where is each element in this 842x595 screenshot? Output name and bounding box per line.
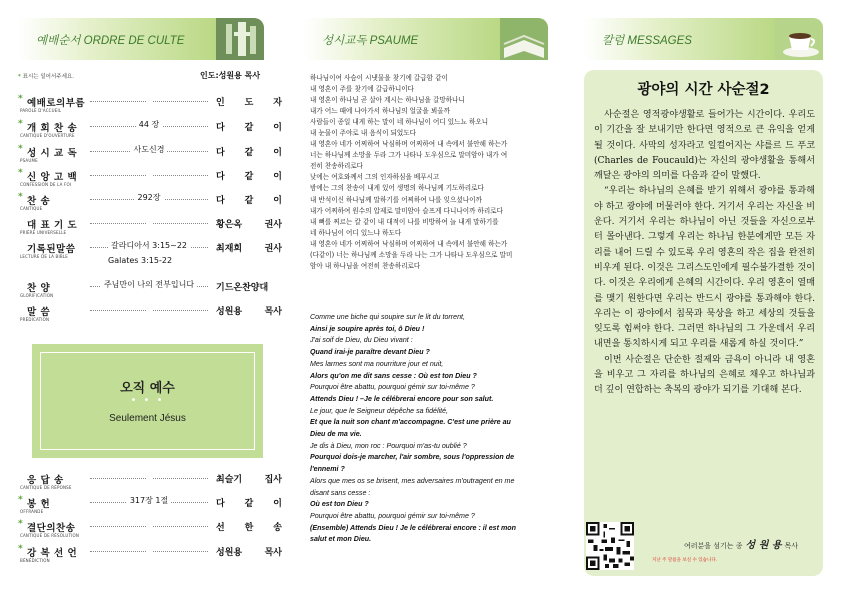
order-item-subtitle: PRIÈRE UNIVERSELLE (20, 230, 67, 235)
order-row (18, 519, 282, 542)
message-header (584, 18, 823, 60)
psalm-french-line: Ainsi je soupire après toi, ô Dieu ! (310, 324, 425, 333)
order-item-title: 봉 헌 (27, 499, 51, 510)
pastor-signature: 성 원 용 (745, 540, 782, 551)
church-window-icon (216, 18, 264, 60)
order-item-person: 인 도 자 (216, 98, 282, 108)
order-item-subtitle: CANTIQUE (20, 206, 43, 211)
message-paragraph: “우리는 하나님의 은혜를 받기 위해서 광야를 통과해야 하고 광야에 머물러야 한다. 거기서 우리는 자신을 비운다. 거기서 우리는 하나님이 아닌 것들을 자신으로부터 몰아낸다. 그렇게 우리는 하나님 한분에게만 모든 자리를 내어 드릴 수 있도록 우리 영혼의 작은 집을 완전히 비우게 된다. 이것은 그리스도인에게 필수불가결한 것이다. 이것은 우리에게 은혜의 시간이다. 우리 영혼이 열매를 맺기 원한다면 우리는 반드시 광야를 통과해야 한다. 우리는 이 광야에서 침묵과 묵상을 하고 세상의 것들을 잊도록 힘써야 한다. 그러면 하나님의 그 가운데서 우리 내면을 통치하시게 되고 우리를 새롭게 하실 것이다.” (594, 186, 815, 350)
coffee-cup-icon (775, 18, 823, 60)
signature-line: 여러분을 섬기는 종 성 원 용 목사 (684, 540, 799, 551)
qr-code[interactable] (586, 522, 634, 570)
message-box (584, 70, 823, 576)
psalm-french-line: Mes larmes sont ma nourriture jour et nuit, (310, 359, 444, 368)
only-jesus-box (32, 344, 263, 458)
psalm-french-line: Alors qu'on me dit sans cesse : Où est ton Dieu ? (310, 371, 477, 380)
only-jesus-french: Seulement Jésus (109, 413, 186, 424)
order-row (18, 472, 282, 494)
message-header-title: 칼럼 MESSAGES (602, 35, 692, 47)
psalm-korean-line: 내가 어찌하여 원수의 압제로 말미암아 슬프게 다니나이까 하리로다 (310, 206, 504, 215)
order-item-person: 성원용 목사 (216, 548, 282, 558)
order-item-detail: 갈라디아서 3:15~22 (90, 240, 208, 251)
psalm-french-line: Pourquoi être abattu, pourquoi gémir sur toi-même ? (310, 383, 475, 392)
order-item-detail: 292장 (90, 192, 208, 203)
psalm-french-line: salut et mon Dieu. (310, 535, 372, 544)
leader-label: 인도:성원용 목사 (200, 71, 261, 80)
psalm-korean-line: 내 영혼이 주를 찾기에 갈급하니이다 (310, 85, 414, 94)
stand-marker: * (18, 544, 23, 554)
psalm-french-line: Quand irai-je paraître devant Dieu ? (310, 348, 430, 357)
qr-note: 지난 주 말씀을 보실 수 있습니다. (652, 558, 718, 563)
psalm-korean-text (310, 73, 552, 272)
stand-marker: * (18, 94, 23, 104)
psalm-korean-line: 네 하나님이 어디 있느냐 하도다 (310, 228, 402, 237)
psalm-korean-line: 전히 찬송하리로다 (310, 162, 364, 171)
order-item-title: 성 시 교 독 (27, 148, 78, 159)
order-row (18, 168, 282, 191)
psalm-french-line: disant sans cesse : (310, 488, 371, 497)
stand-marker: * (18, 144, 23, 154)
message-body (594, 108, 815, 399)
psalm-french-line: (Ensemble) Attends Dieu ! Je le célébrerai encore : il est mon (310, 523, 516, 532)
order-item-person: 다 같 이 (216, 123, 282, 133)
order-item-title: 강 복 선 언 (27, 548, 78, 559)
order-item-title: 개 회 찬 송 (27, 123, 78, 134)
order-item-title: 찬 양 (27, 283, 51, 294)
psalm-korean-line: 너는 하나님께 소망을 두라 그가 나타나 도우심으로 말미암아 내가 여 (310, 151, 508, 160)
order-item-person: 최재희 권사 (216, 244, 282, 254)
psalm-korean-line: 내 영혼아 네가 어찌하여 낙심하며 어찌하여 내 속에서 불안해 하는가 (310, 140, 508, 149)
order-item-subtitle: GLORIFICATION (20, 293, 54, 298)
psalm-french-line: Je dis à Dieu, mon roc : Pourquoi m'as-tu oublié ? (310, 441, 467, 450)
only-jesus-frame (40, 352, 255, 450)
psalm-french-line: l'ennemi ? (310, 465, 345, 474)
psalm-french-line: Et que la nuit son chant m'accompagne. C'est une prière au (310, 418, 511, 427)
psalm-korean-line: 내 눈물이 주야로 내 음식이 되었도다 (310, 129, 417, 138)
psalm-french-line: Comme une biche qui soupire sur le lit du torrent, (310, 313, 465, 321)
order-row (18, 119, 282, 142)
order-item-detail: 주님만이 나의 전부입니다 (90, 279, 208, 290)
order-row (18, 280, 269, 302)
message-paragraph: 이번 사순절은 단순한 절제와 금욕이 아니라 내 영혼을 비우고 그 자리를 하나님의 은혜로 채우고 하나님과 더 깊이 연합하는 축복의 광야가 되기를 기대해 본다. (594, 354, 815, 396)
order-item-title: 찬 송 (27, 196, 51, 207)
order-row (18, 544, 282, 567)
order-item-subtitle: OFFRANDE (20, 509, 44, 514)
order-header (18, 18, 264, 60)
stand-marker: * (18, 495, 23, 505)
order-item-person: 선 한 송 (216, 523, 282, 533)
psalm-korean-line: 내 영혼아 네가 어찌하여 낙심하며 어찌하여 내 속에서 불안해 하는가 (310, 239, 508, 248)
order-item-title: 신 앙 고 백 (27, 172, 78, 183)
order-item-subtitle: LECTURE DE LA BIBLE (20, 254, 68, 259)
psalm-korean-line: 내가 어느 때에 나아가서 하나님의 얼굴을 뵈올까 (310, 107, 450, 116)
order-item-person: 다 같 이 (216, 148, 282, 158)
order-item-detail (90, 471, 208, 480)
psalm-french-line: Attends Dieu ! –Je le célébrerai encore pour son salut. (310, 394, 494, 403)
order-row (18, 144, 282, 167)
order-item-person: 다 같 이 (216, 196, 282, 206)
psalm-korean-line: 내 영혼이 하나님 곧 살아 계시는 하나님을 갈망하나니 (310, 96, 465, 105)
order-column (18, 18, 264, 60)
order-item-subtitle: CANTIQUE DE RÉSOLUTION (20, 533, 80, 538)
psalm-korean-line: 내 뼈를 찌르는 칼 같이 내 대적이 나를 비방하여 늘 내게 말하기를 (310, 217, 499, 226)
order-item-detail (90, 519, 208, 528)
stand-marker: * (18, 119, 23, 129)
message-paragraph: 사순절은 영적광야생활로 들어가는 시간이다. 우리도 이 기간을 잘 보내기만 한다면 영적으로 큰 유익을 얻게 될 것이다. 사막의 성자라고 일컬어지는 샤를르 드 푸코(Charles de Foucauld)는 자신의 광야생활을 통해서 깨달은 광야의 의미를 다음과 같이 말했다. (594, 110, 815, 182)
order-item-detail (90, 168, 208, 177)
psalm-korean-line: 암아 내 하나님을 여전히 찬송하리로다 (310, 261, 421, 270)
order-item-title: 결단의찬송 (27, 523, 76, 534)
psalm-french-line: Pourquoi dois-je marcher, l'air sombre, sous l'oppression de (310, 453, 515, 462)
order-item-subtitle: CONFESSION DE LA FOI (20, 182, 72, 187)
open-book-icon (500, 18, 548, 60)
order-item-detail: 44 장 (90, 119, 208, 130)
order-item-detail: 사도신경 (90, 144, 208, 155)
psalm-korean-line: 사람들이 종일 내게 하는 말이 네 하나님이 어디 있느뇨 하오니 (310, 118, 489, 127)
psalm-korean-line: 밤에는 그의 찬송이 내게 있어 생명의 하나님께 기도하리로다 (310, 184, 484, 193)
order-item-title: 예배로의부름 (27, 98, 86, 109)
stand-marker: * (18, 519, 23, 529)
order-item-person: 다 같 이 (216, 172, 282, 182)
order-item-person: 기드온찬양대 (216, 283, 269, 293)
order-item-person: 최슬기 집사 (216, 475, 282, 485)
message-title: 광야의 시간 사순절2 (637, 82, 770, 98)
order-row (18, 192, 282, 215)
order-item-subtitle: PAROLE D'ACCUEIL (20, 108, 62, 113)
order-item-subtitle: CANTIQUE D'OUVERTURE (20, 133, 75, 138)
order-row (18, 94, 282, 117)
scripture-french-ref: Galates 3:15-22 (108, 256, 173, 265)
psalm-korean-line: 낮에는 여호와께서 그의 인자하심을 베푸시고 (310, 173, 440, 182)
order-item-detail (90, 216, 208, 225)
order-item-subtitle: BÉNÉDICTION (20, 558, 50, 563)
order-item-title: 대 표 기 도 (27, 220, 78, 231)
psalm-french-line: Dieu de ma vie. (310, 430, 362, 439)
stand-marker: * (18, 192, 23, 202)
psalm-french-line: Le jour, que le Seigneur dépêche sa fidélité, (310, 406, 449, 415)
message-column (584, 18, 823, 60)
order-item-subtitle: PRÉDICATION (20, 317, 50, 322)
psalm-column (304, 18, 548, 60)
order-item-subtitle: CANTIQUE DE RÉPONSE (20, 485, 72, 490)
psalm-korean-line: (다같이) 너는 하나님께 소망을 두라 나는 그가 나타나 도우심으로 말미 (310, 250, 513, 259)
stand-marker: * (18, 168, 23, 178)
order-item-person: 황은옥 권사 (216, 220, 282, 230)
only-jesus-korean: 오직 예수 (120, 381, 175, 396)
standing-note: * 표시는 일어서주세요. (18, 74, 74, 80)
order-row (18, 217, 282, 239)
order-item-title: 기록된말씀 (27, 244, 76, 255)
order-item-title: 응 답 송 (27, 475, 64, 486)
order-item-person: 성원용 목사 (216, 307, 282, 317)
psalm-french-line: Où est ton Dieu ? (310, 500, 369, 509)
psalm-header-title: 성시교독 PSAUME (322, 35, 419, 47)
order-item-person: 다 같 이 (216, 499, 282, 509)
psalm-korean-line: 내 반석이신 하나님께 말하기를 어찌하여 나를 잊으셨나이까 (310, 195, 482, 204)
order-item-detail (90, 94, 208, 103)
psalm-french-line: J'ai soif de Dieu, du Dieu vivant : (310, 336, 413, 345)
psalm-french-line: Pourquoi être abattu, pourquoi gémir sur toi-même ? (310, 511, 475, 520)
psalm-french-text (310, 312, 552, 546)
order-item-title: 말 씀 (27, 307, 51, 318)
order-item-detail: 317장 1절 (90, 495, 208, 506)
psalm-korean-line: 하나님이여 사슴이 시냇물을 찾기에 갈급함 같이 (310, 74, 448, 82)
order-row (18, 304, 282, 326)
order-item-detail (90, 303, 208, 312)
psalm-header (304, 18, 548, 60)
psalm-french-line: Alors que mes os se brisent, mes adversaires m'outragent en me (310, 476, 515, 485)
order-item-detail (90, 544, 208, 553)
order-row (18, 495, 282, 518)
only-jesus-dots: • • • (130, 395, 165, 406)
order-header-title: 예배순서 ORDRE DE CULTE (36, 35, 185, 47)
order-item-subtitle: PSAUME (20, 158, 38, 163)
